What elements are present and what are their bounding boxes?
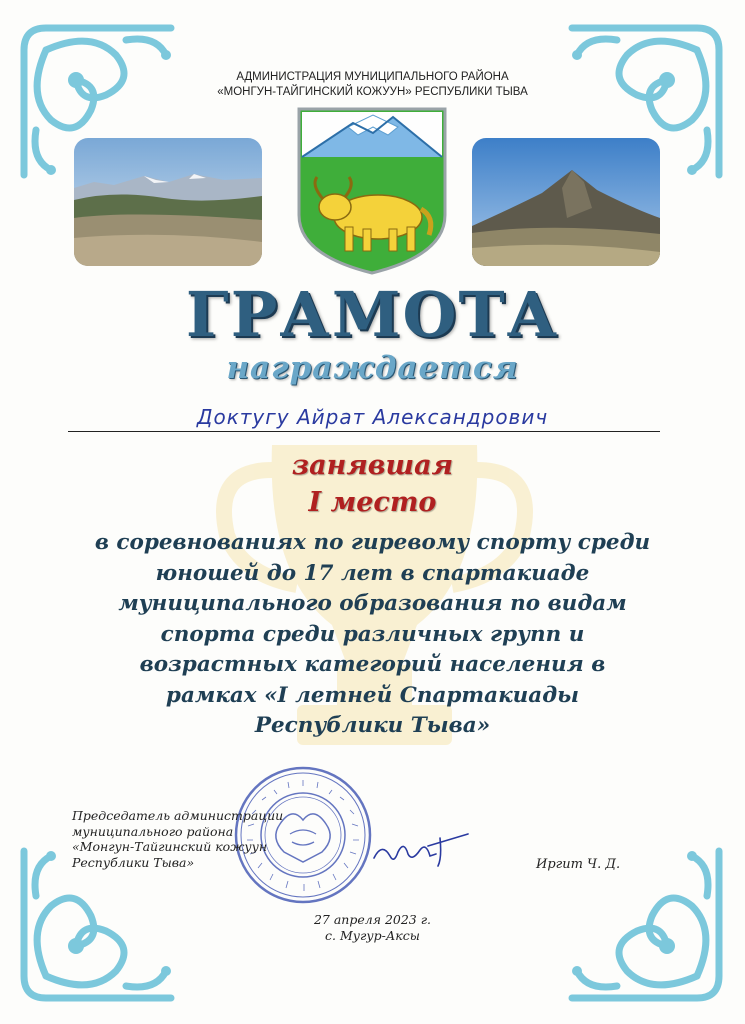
certificate-title: ГРАМОТА [185, 278, 560, 351]
header-line-2: «МОНГУН-ТАЙГИНСКИЙ КОЖУУН» РЕСПУБЛИКИ ТЫВА [217, 86, 528, 98]
signatory-name: Иргит Ч. Д. [536, 857, 621, 872]
issue-date: 27 апреля 2023 г. [313, 912, 432, 927]
awarded-subtitle: награждается [226, 350, 519, 386]
administration-header [0, 70, 745, 100]
signature-line: «Монгун-Тайгинский кожуун [72, 839, 268, 854]
signature-line: муниципального района [72, 823, 234, 839]
header-line-1: АДМИНИСТРАЦИЯ МУНИЦИПАЛЬНОГО РАЙОНА [236, 71, 509, 83]
landscape-photo-left [74, 138, 262, 266]
award-place-label: I место [308, 487, 437, 518]
description-line: рамках «I летней Спартакиады [165, 682, 580, 708]
signature-line: Председатель администрации [72, 808, 284, 823]
signature-line: Республики Тыва» [72, 854, 195, 870]
description-line: спорта среди различных групп и [160, 621, 585, 647]
landscape-photo-right [472, 138, 660, 266]
coat-of-arms-emblem [293, 105, 451, 277]
description-line: муниципального образования по видам [118, 591, 627, 616]
award-occupied-label: занявшая [291, 450, 454, 481]
description-line: Республики Тыва» [254, 713, 491, 738]
handwritten-signature [368, 828, 476, 878]
description-line: в соревнованиях по гиревому спорту среди [94, 530, 651, 555]
recipient-name: Доктугу Айрат Александрович [196, 405, 549, 429]
recipient-underline [68, 431, 660, 432]
signature-block [72, 808, 283, 870]
award-description [60, 528, 685, 742]
issue-place: с. Мугур-Аксы [325, 928, 420, 943]
description-line: юношей до 17 лет в спартакиаде [155, 560, 590, 586]
date-place-block [0, 912, 745, 944]
description-line: возрастных категорий населения в [139, 652, 606, 677]
